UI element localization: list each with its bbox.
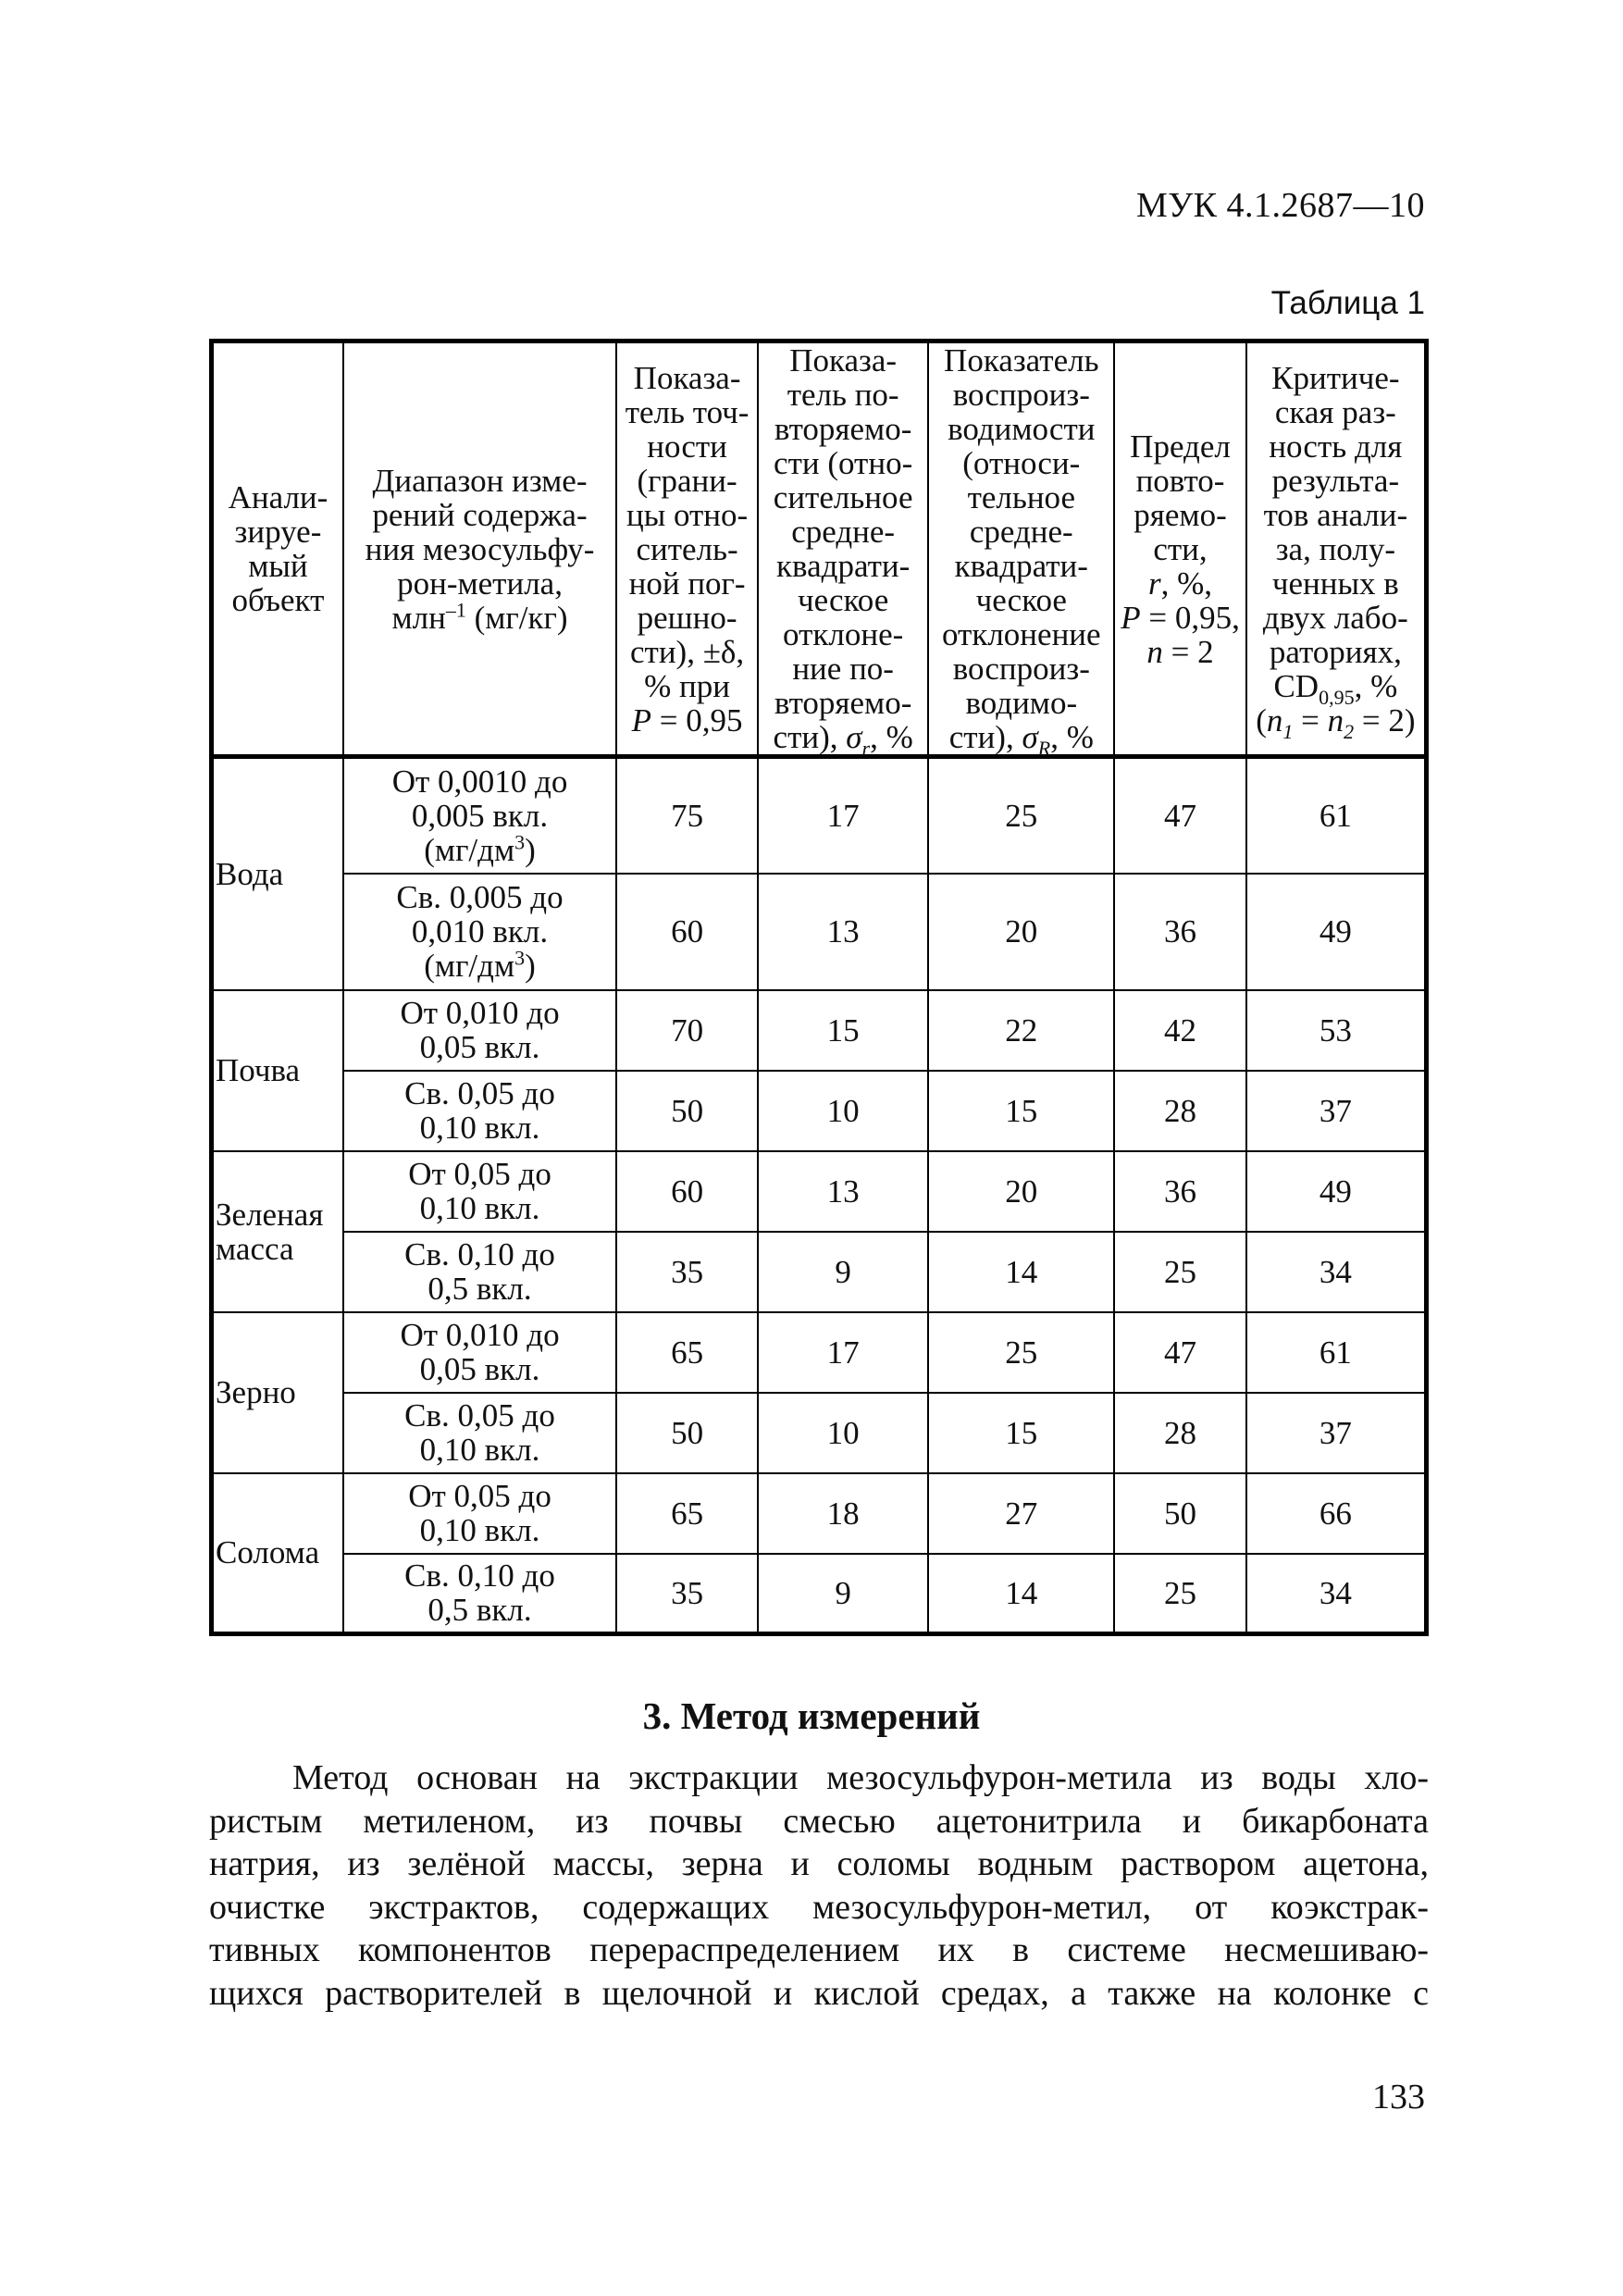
header-row [212, 341, 1427, 757]
table-row [212, 1071, 1427, 1151]
data-table [209, 339, 1429, 1636]
value-cell: 14 [928, 1232, 1114, 1312]
range-cell: Св. 0,10 до 0,5 вкл. [343, 1554, 616, 1634]
value-cell: 35 [616, 1554, 758, 1634]
value-cell: 36 [1114, 1151, 1245, 1232]
value-cell: 10 [758, 1071, 928, 1151]
value-cell: 9 [758, 1554, 928, 1634]
value-cell: 25 [928, 1312, 1114, 1393]
value-cell: 66 [1246, 1473, 1427, 1554]
range-cell: Св. 0,10 до 0,5 вкл. [343, 1232, 616, 1312]
value-cell: 50 [616, 1071, 758, 1151]
header-repeatability-limit: Предел повто- ряемо- сти, r, %, P = 0,95, n = 2 [1114, 341, 1245, 757]
value-cell: 37 [1246, 1393, 1427, 1473]
value-cell: 60 [616, 1151, 758, 1232]
value-cell: 25 [928, 757, 1114, 874]
value-cell: 13 [758, 874, 928, 990]
table-row [212, 1473, 1427, 1554]
value-cell: 17 [758, 757, 928, 874]
value-cell: 20 [928, 1151, 1114, 1232]
value-cell: 47 [1114, 1312, 1245, 1393]
value-cell: 65 [616, 1473, 758, 1554]
running-head: МУК 4.1.2687—10 [1135, 186, 1425, 225]
header-accuracy: Показа- тель точ- ности (грани- цы отно- ситель- ной пог- решно- сти), ±δ, % при P = 0,95 [616, 341, 758, 757]
value-cell: 50 [616, 1393, 758, 1473]
value-cell: 9 [758, 1232, 928, 1312]
value-cell: 10 [758, 1393, 928, 1473]
value-cell: 37 [1246, 1071, 1427, 1151]
table-row [212, 990, 1427, 1071]
paragraph-line: ристым метиленом, из почвы смесью ацетонитрила и бикарбоната [209, 1801, 1429, 1841]
header-critical-difference: Критиче- ская раз- ность для результа- тов анали- за, полу- ченных в двух лабо- раториях, $CD_{0,95}$, % $(n_1 = n_2 = 2)$ [1246, 341, 1427, 757]
table-row [212, 1554, 1427, 1634]
value-cell: 34 [1246, 1554, 1427, 1634]
value-cell: 28 [1114, 1393, 1245, 1473]
range-cell: От 0,05 до 0,10 вкл. [343, 1473, 616, 1554]
value-cell: 61 [1246, 757, 1427, 874]
header-object: Анали- зируе- мый объект [212, 341, 343, 757]
value-cell: 35 [616, 1232, 758, 1312]
value-cell: 36 [1114, 874, 1245, 990]
value-cell: 22 [928, 990, 1114, 1071]
header-range: Диапазон изме- рений содержа- ния мезосульфу- рон-метила, млн$^{-1}$ (мг/кг) [343, 341, 616, 757]
value-cell: 20 [928, 874, 1114, 990]
object-cell: Солома [212, 1473, 343, 1634]
object-cell: Почва [212, 990, 343, 1151]
value-cell: 53 [1246, 990, 1427, 1071]
table-row [212, 1312, 1427, 1393]
range-cell: От 0,010 до 0,05 вкл. [343, 990, 616, 1071]
page-number: 133 [1372, 2078, 1425, 2116]
value-cell: 25 [1114, 1232, 1245, 1312]
value-cell: 28 [1114, 1071, 1245, 1151]
range-cell: Св. 0,005 до 0,010 вкл. $(мг/дм^3)$ [343, 874, 616, 990]
body-paragraph [209, 1756, 1429, 2015]
object-cell: Зеленая масса [212, 1151, 343, 1312]
table-caption: Таблица 1 [1270, 285, 1425, 321]
value-cell: 15 [928, 1071, 1114, 1151]
value-cell: 65 [616, 1312, 758, 1393]
value-cell: 60 [616, 874, 758, 990]
value-cell: 49 [1246, 1151, 1427, 1232]
range-cell: От 0,05 до 0,10 вкл. [343, 1151, 616, 1232]
paragraph-line: очистке экстрактов, содержащих мезосульфурон-метил, от коэкстрак- [209, 1887, 1429, 1927]
value-cell: 13 [758, 1151, 928, 1232]
value-cell: 17 [758, 1312, 928, 1393]
value-cell: 15 [928, 1393, 1114, 1473]
paragraph-line: тивных компонентов перераспределением их в системе несмешиваю- [209, 1930, 1429, 1969]
value-cell: 47 [1114, 757, 1245, 874]
header-repeatability: Показа- тель по- вторяемо- сти (отно- сительное средне- квадрати- ческое отклоне- ние по- вторяемо- сти), $\sigma_r$, % [758, 341, 928, 757]
value-cell: 42 [1114, 990, 1245, 1071]
range-cell: От 0,0010 до 0,005 вкл. $(мг/дм^3)$ [343, 757, 616, 874]
table-row [212, 757, 1427, 874]
table-row [212, 1151, 1427, 1232]
object-cell: Зерно [212, 1312, 343, 1473]
table-row [212, 874, 1427, 990]
value-cell: 25 [1114, 1554, 1245, 1634]
value-cell: 27 [928, 1473, 1114, 1554]
value-cell: 75 [616, 757, 758, 874]
value-cell: 70 [616, 990, 758, 1071]
paragraph-line: натрия, из зелёной массы, зерна и соломы водным раствором ацетона, [209, 1844, 1429, 1883]
value-cell: 49 [1246, 874, 1427, 990]
section-title: 3. Метод измерений [642, 1694, 981, 1737]
range-cell: Св. 0,05 до 0,10 вкл. [343, 1393, 616, 1473]
range-cell: От 0,010 до 0,05 вкл. [343, 1312, 616, 1393]
table-row [212, 1232, 1427, 1312]
value-cell: 14 [928, 1554, 1114, 1634]
table-row [212, 1393, 1427, 1473]
header-reproducibility: Показатель воспроиз- водимости (относи- тельное средне- квадрати- ческое отклонение воспроиз- водимо- сти), $\sigma_R$, % [928, 341, 1114, 757]
value-cell: 18 [758, 1473, 928, 1554]
value-cell: 50 [1114, 1473, 1245, 1554]
object-cell: Вода [212, 757, 343, 990]
value-cell: 15 [758, 990, 928, 1071]
paragraph-line: щихся растворителей в щелочной и кислой средах, а также на колонке с [209, 1973, 1429, 2013]
value-cell: 34 [1246, 1232, 1427, 1312]
range-cell: Св. 0,05 до 0,10 вкл. [343, 1071, 616, 1151]
value-cell: 61 [1246, 1312, 1427, 1393]
paragraph-line: Метод основан на экстракции мезосульфурон-метила из воды хло- [292, 1758, 1429, 1797]
